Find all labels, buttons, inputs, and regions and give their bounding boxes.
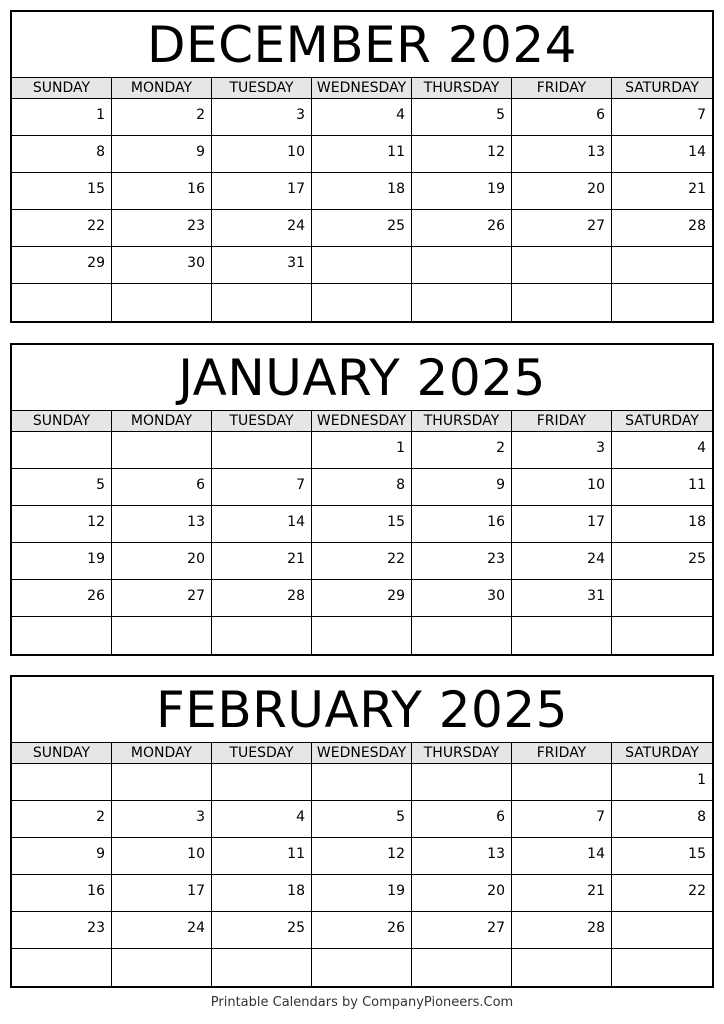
weekday-header-wednesday: WEDNESDAY: [312, 743, 412, 764]
day-cell: 10: [112, 838, 212, 875]
day-cell: 17: [212, 173, 312, 210]
day-cell: 2: [112, 99, 212, 136]
day-cell: 28: [212, 580, 312, 617]
day-cell: 11: [312, 136, 412, 173]
weekday-header-monday: MONDAY: [112, 411, 212, 432]
day-cell: 8: [312, 469, 412, 506]
day-cell: 28: [512, 912, 612, 949]
day-cell: 25: [612, 543, 712, 580]
day-cell: 22: [612, 875, 712, 912]
weekday-header-thursday: THURSDAY: [412, 78, 512, 99]
day-cell: [412, 764, 512, 801]
day-cell: [12, 284, 112, 321]
day-cell: 3: [112, 801, 212, 838]
month-grid: [12, 411, 712, 654]
weekday-header-tuesday: TUESDAY: [212, 411, 312, 432]
day-cell: 15: [312, 506, 412, 543]
day-cell: [112, 432, 212, 469]
day-cell: 14: [612, 136, 712, 173]
weekday-header-sunday: SUNDAY: [12, 411, 112, 432]
weekday-header-friday: FRIDAY: [512, 411, 612, 432]
day-cell: [612, 580, 712, 617]
footer-credit: Printable Calendars by CompanyPioneers.Com: [210, 995, 514, 1010]
day-cell: 13: [412, 838, 512, 875]
day-cell: [512, 764, 612, 801]
day-cell: 6: [112, 469, 212, 506]
day-cell: [312, 247, 412, 284]
day-cell: 5: [12, 469, 112, 506]
day-cell: [612, 247, 712, 284]
day-cell: [212, 617, 312, 654]
day-cell: 5: [412, 99, 512, 136]
day-cell: 15: [12, 173, 112, 210]
day-cell: [412, 247, 512, 284]
weekday-header-sunday: SUNDAY: [12, 78, 112, 99]
day-cell: 9: [112, 136, 212, 173]
day-cell: 22: [312, 543, 412, 580]
day-cell: 1: [312, 432, 412, 469]
day-cell: [512, 284, 612, 321]
day-cell: 2: [412, 432, 512, 469]
day-cell: 20: [412, 875, 512, 912]
day-cell: 12: [412, 136, 512, 173]
day-cell: 29: [12, 247, 112, 284]
day-cell: 27: [412, 912, 512, 949]
day-cell: 22: [12, 210, 112, 247]
weekday-header-thursday: THURSDAY: [412, 743, 512, 764]
weekday-header-saturday: SATURDAY: [612, 743, 712, 764]
day-cell: 12: [312, 838, 412, 875]
month-title: FEBRUARY 2025: [12, 677, 712, 743]
day-cell: [412, 617, 512, 654]
day-cell: 7: [612, 99, 712, 136]
day-cell: 7: [212, 469, 312, 506]
day-cell: 8: [612, 801, 712, 838]
weekday-header-friday: FRIDAY: [512, 743, 612, 764]
day-cell: [12, 432, 112, 469]
day-cell: 26: [12, 580, 112, 617]
day-cell: 13: [112, 506, 212, 543]
day-cell: 3: [512, 432, 612, 469]
day-cell: [12, 949, 112, 986]
day-cell: 10: [212, 136, 312, 173]
day-cell: 6: [412, 801, 512, 838]
day-cell: 23: [112, 210, 212, 247]
day-cell: [412, 284, 512, 321]
day-cell: 25: [312, 210, 412, 247]
day-cell: 24: [212, 210, 312, 247]
weekday-header-friday: FRIDAY: [512, 78, 612, 99]
weekday-header-saturday: SATURDAY: [612, 78, 712, 99]
day-cell: 27: [112, 580, 212, 617]
month-title: DECEMBER 2024: [12, 12, 712, 78]
day-cell: 11: [212, 838, 312, 875]
day-cell: 9: [12, 838, 112, 875]
day-cell: 18: [212, 875, 312, 912]
day-cell: [112, 617, 212, 654]
day-cell: [12, 764, 112, 801]
day-cell: 30: [412, 580, 512, 617]
day-cell: 30: [112, 247, 212, 284]
day-cell: 9: [412, 469, 512, 506]
day-cell: 31: [512, 580, 612, 617]
day-cell: [612, 949, 712, 986]
weekday-header-monday: MONDAY: [112, 743, 212, 764]
day-cell: 5: [312, 801, 412, 838]
day-cell: 26: [312, 912, 412, 949]
day-cell: [212, 432, 312, 469]
calendar-december-2024: [10, 10, 714, 323]
day-cell: [212, 949, 312, 986]
day-cell: 11: [612, 469, 712, 506]
day-cell: 4: [212, 801, 312, 838]
day-cell: [612, 912, 712, 949]
day-cell: 20: [512, 173, 612, 210]
day-cell: 14: [512, 838, 612, 875]
day-cell: 19: [12, 543, 112, 580]
calendar-january-2025: [10, 343, 714, 656]
day-cell: [312, 617, 412, 654]
day-cell: 1: [12, 99, 112, 136]
month-grid: [12, 743, 712, 986]
day-cell: 15: [612, 838, 712, 875]
day-cell: 17: [112, 875, 212, 912]
day-cell: [512, 949, 612, 986]
day-cell: 16: [112, 173, 212, 210]
day-cell: 7: [512, 801, 612, 838]
day-cell: 19: [412, 173, 512, 210]
day-cell: 4: [312, 99, 412, 136]
day-cell: [512, 247, 612, 284]
day-cell: 14: [212, 506, 312, 543]
day-cell: 24: [112, 912, 212, 949]
day-cell: [112, 764, 212, 801]
month-title: JANUARY 2025: [12, 345, 712, 411]
month-grid: [12, 78, 712, 321]
day-cell: [212, 764, 312, 801]
day-cell: 20: [112, 543, 212, 580]
day-cell: 12: [12, 506, 112, 543]
weekday-header-tuesday: TUESDAY: [212, 78, 312, 99]
day-cell: 2: [12, 801, 112, 838]
day-cell: 1: [612, 764, 712, 801]
day-cell: [112, 949, 212, 986]
day-cell: [612, 284, 712, 321]
day-cell: 27: [512, 210, 612, 247]
day-cell: [312, 949, 412, 986]
day-cell: [312, 284, 412, 321]
day-cell: [12, 617, 112, 654]
day-cell: 21: [512, 875, 612, 912]
day-cell: 8: [12, 136, 112, 173]
day-cell: 13: [512, 136, 612, 173]
weekday-header-tuesday: TUESDAY: [212, 743, 312, 764]
day-cell: [112, 284, 212, 321]
day-cell: 17: [512, 506, 612, 543]
day-cell: 16: [12, 875, 112, 912]
day-cell: [412, 949, 512, 986]
day-cell: 23: [412, 543, 512, 580]
day-cell: 3: [212, 99, 312, 136]
day-cell: [212, 284, 312, 321]
weekday-header-wednesday: WEDNESDAY: [312, 78, 412, 99]
day-cell: 21: [612, 173, 712, 210]
weekday-header-monday: MONDAY: [112, 78, 212, 99]
day-cell: 31: [212, 247, 312, 284]
day-cell: 4: [612, 432, 712, 469]
day-cell: [512, 617, 612, 654]
day-cell: 25: [212, 912, 312, 949]
day-cell: 23: [12, 912, 112, 949]
day-cell: 19: [312, 875, 412, 912]
day-cell: [312, 764, 412, 801]
weekday-header-saturday: SATURDAY: [612, 411, 712, 432]
day-cell: 29: [312, 580, 412, 617]
calendar-february-2025: [10, 675, 714, 988]
day-cell: 26: [412, 210, 512, 247]
weekday-header-sunday: SUNDAY: [12, 743, 112, 764]
day-cell: 16: [412, 506, 512, 543]
day-cell: 28: [612, 210, 712, 247]
weekday-header-thursday: THURSDAY: [412, 411, 512, 432]
day-cell: [612, 617, 712, 654]
weekday-header-wednesday: WEDNESDAY: [312, 411, 412, 432]
day-cell: 10: [512, 469, 612, 506]
day-cell: 21: [212, 543, 312, 580]
day-cell: 18: [612, 506, 712, 543]
day-cell: 24: [512, 543, 612, 580]
day-cell: 18: [312, 173, 412, 210]
day-cell: 6: [512, 99, 612, 136]
